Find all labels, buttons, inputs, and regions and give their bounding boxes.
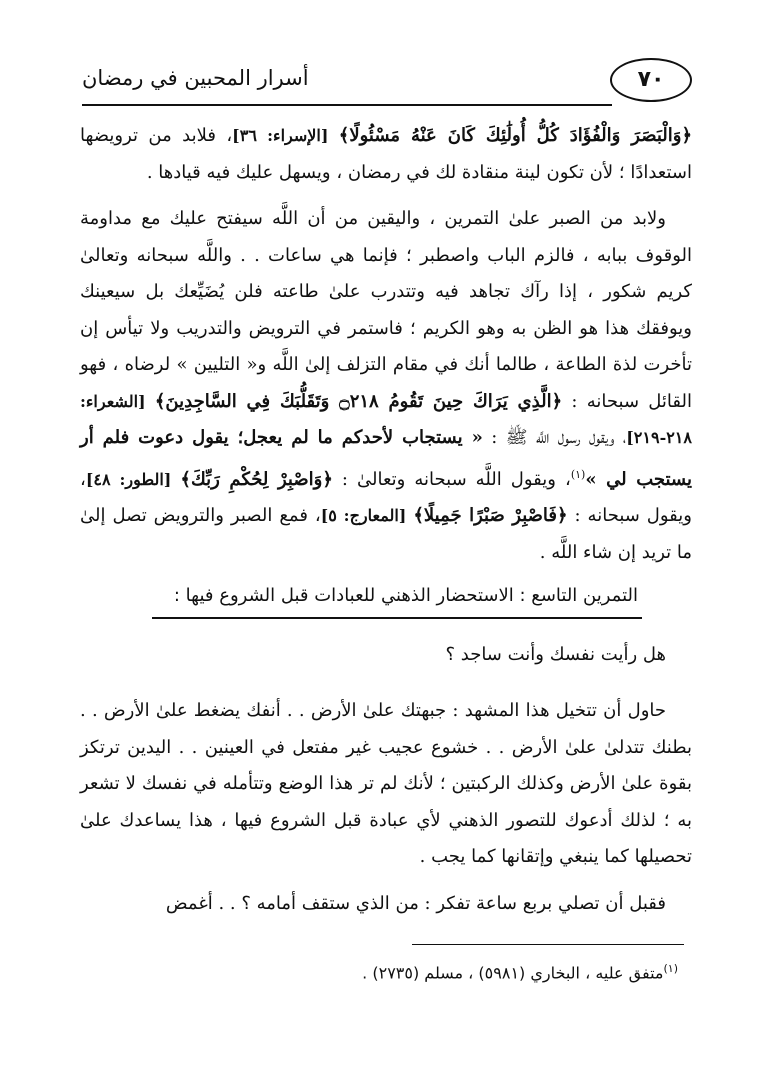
footnote-marker: (١) [663, 962, 678, 975]
verse-citation: [المعارج: ٥] [320, 506, 407, 525]
header-divider [82, 104, 612, 106]
question-line: هل رأيت نفسك وأنت ساجد ؟ [445, 644, 666, 665]
paragraph-2 [80, 201, 692, 571]
quran-verse: ﴿وَاصْبِرْ لِحُكْمِ رَبِّكَ﴾ [180, 468, 333, 490]
paragraph-text: ، فمع الصبر والترويض تصل إلىٰ ما تريد إن شاء اللَّه . [80, 505, 692, 563]
paragraph-text: ولابد من الصبر علىٰ التمرين ، واليقين من أن اللَّه سيفتح عليك مع مداومة الوقوف ببابه ، فالزم الباب واصطبر ؛ فإنما هي ساعات . . واللَّه سبحانه وتعالىٰ كريم شكور ، إذا رآك تجاهد فيه وتتدرب علىٰ طاعته فلن يُضَيِّعك بل سيعينك ويوفقك هذا هو الظن به وهو الكريم ؛ فاستمر في الترويض والتدريب ولا تيأس إن تأخرت لذة الطاعة ، طالما أنك في مقام التزلف إلىٰ اللَّه و« التليين » لرضاه ، فهو القائل سبحانه : [80, 208, 693, 412]
footnote-text: متفق عليه ، البخاري (٥٩٨١) ، مسلم (٢٧٣٥) . [362, 963, 664, 983]
verse-citation: [الشعراء: ٢١٨-٢١٩] [80, 391, 692, 447]
page-header [82, 58, 692, 102]
paragraph-3: حاول أن تتخيل هذا المشهد : جبهتك علىٰ الأرض . . أنفك يضغط علىٰ الأرض . . بطنك تتدلىٰ علىٰ الأرض . . خشوع عجيب غير مفتعل في العينين . . اليدين ترتكز بقوة علىٰ الأرض وكذلك الركبتين ؛ لأنك لم تر هذا الوضع وتتأمله في نفسك لا تشعر به ؛ لذلك أدعوك للتصور الذهني لأي عبادة قبل الشروع فيها ، هذا يساعدك علىٰ تحصيلها كما ينبغي وإتقانها كما يجب . [80, 700, 692, 867]
section-heading: التمرين التاسع : الاستحضار الذهني للعبادات قبل الشروع فيها : [173, 585, 638, 606]
running-title: أسرار المحبين في رمضان [82, 66, 309, 90]
verse-citation: [الطور: ٤٨] [85, 469, 172, 489]
paragraph-4: فقبل أن تصلي بربع ساعة تفكر : من الذي ستقف أمامه ؟ . . أغمض [165, 892, 666, 914]
quran-verse: ﴿فَاصْبِرْ صَبْرًا جَمِيلًا﴾ [413, 505, 568, 526]
paragraph-text: ، ويقول سبحانه : [80, 468, 692, 526]
page-number: ٧٠ [610, 58, 692, 102]
main-text [80, 118, 692, 922]
verse-citation: [الإسراء: ٣٦] [232, 126, 329, 145]
quran-verse: ﴿وَالْبَصَرَ وَالْفُؤَادَ كُلُّ أُولَٰئِكَ كَانَ عَنْهُ مَسْئُولًا﴾ [338, 125, 692, 146]
paragraph-text: ، ويقول اللَّه سبحانه وتعالىٰ : [341, 468, 571, 490]
hadith-quote: « يستجاب لأحدكم ما لم يعجل؛ يقول دعوت فلم أر يستجب لي » [80, 427, 692, 490]
footnote-reference: (١) [570, 467, 586, 481]
quran-verse: ﴿الَّذِي يَرَاكَ حِينَ تَقُومُ ۝٢١٨ وَتَقَلُّبَكَ فِي السَّاجِدِينَ﴾ [154, 390, 563, 412]
section-heading-underline [152, 617, 642, 619]
footnote [362, 955, 678, 987]
paragraph-1 [80, 118, 692, 191]
paragraph-text: ، فلابد من ترويضها استعدادًا ؛ لأن تكون لينة منقادة لك في رمضان ، ويسهل عليك فيه قيادها . [80, 125, 692, 183]
paragraph-text: ، ويقول رسول اللَّه ﷺ : [491, 427, 627, 448]
footnote-divider [412, 944, 684, 945]
